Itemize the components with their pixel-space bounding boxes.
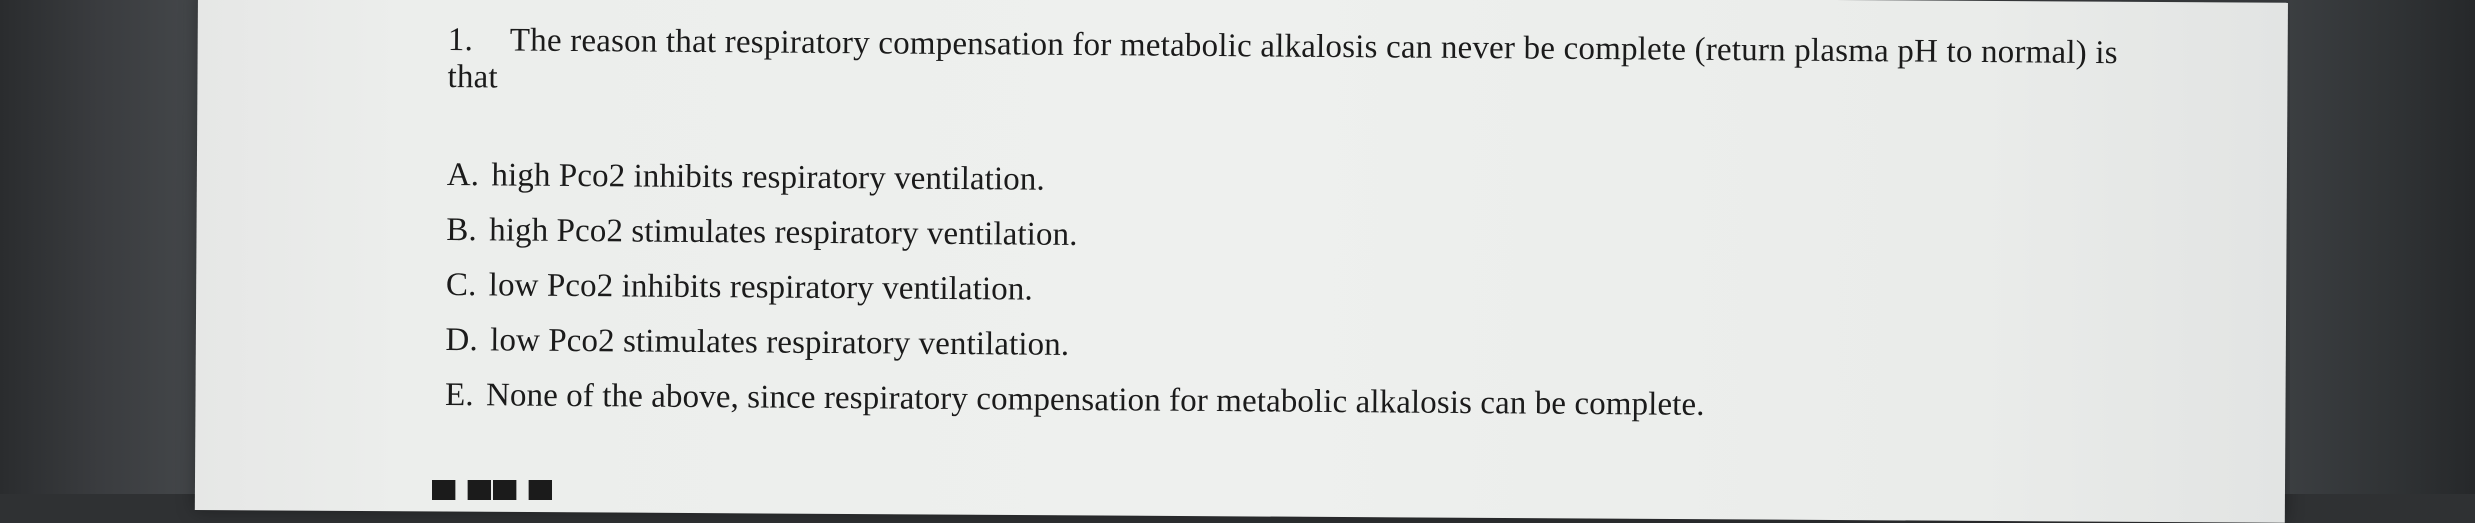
answer-options: [445, 148, 2147, 436]
option-text: high Pco2 stimulates respiratory ventilation.: [489, 212, 1078, 253]
option-text: low Pco2 inhibits respiratory ventilation.: [488, 267, 1033, 308]
option-text: high Pco2 inhibits respiratory ventilation.: [491, 157, 1045, 198]
cut-off-text-fragment: ▀ ▀▀ ▀: [432, 482, 555, 518]
question-number: 1.: [447, 22, 474, 59]
option-letter: A.: [446, 156, 480, 194]
option-letter: C.: [445, 266, 477, 304]
dark-background-right: [2290, 0, 2475, 494]
question-block: [445, 22, 2148, 436]
option-text: low Pco2 stimulates respiratory ventilation.: [490, 322, 1070, 363]
question-stem: [447, 22, 2138, 109]
question-text: The reason that respiratory compensation for metabolic alkalosis can never be complete (return plasma pH to normal) is that: [447, 22, 2118, 96]
option-text: None of the above, since respiratory compensation for metabolic alkalosis can be complete.: [485, 377, 1705, 423]
option-letter: E.: [444, 376, 474, 414]
cut-off-next-question: [432, 478, 632, 518]
option-letter: B.: [446, 211, 477, 249]
option-letter: D.: [445, 321, 478, 359]
